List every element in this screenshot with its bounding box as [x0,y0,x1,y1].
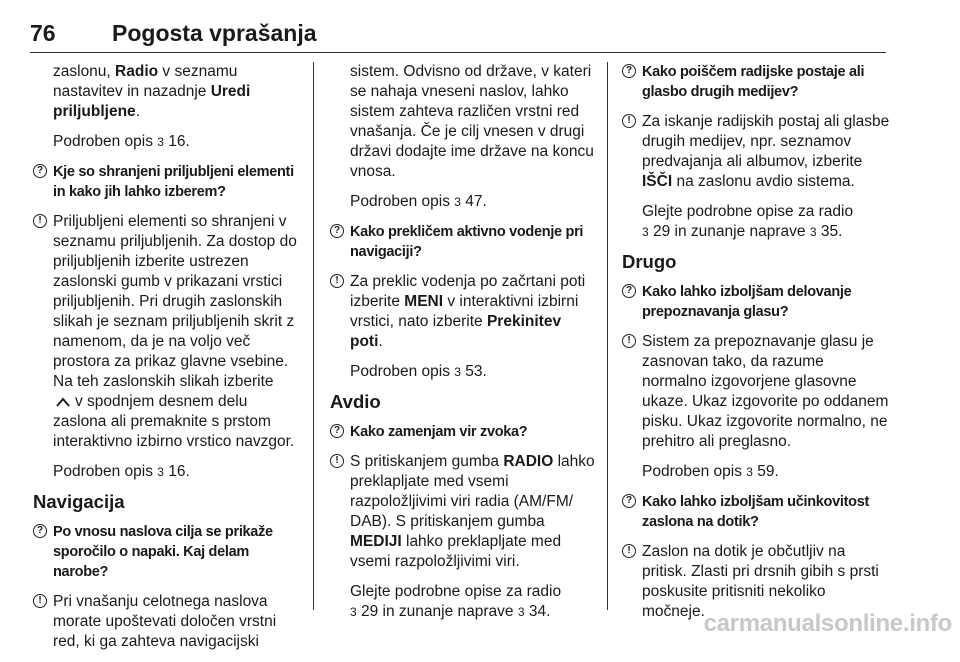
reference: Glejte podrobne opise za radio 3 29 in zunanje naprave 3 35. [642,203,854,240]
column-3 [622,62,890,632]
paragraph: zaslonu, Radio v seznamu nastavitev in nazadnje Uredi priljubljene. [53,63,251,120]
answer-icon: ! [622,114,636,128]
answer-icon: ! [33,214,47,228]
answer: ! Za preklic vodenja po začrtani poti izberite MENI v interaktivni izbirni vrstici, nato izberite Prekinitev poti. [330,272,596,352]
chevron-up-icon [55,396,71,408]
question: ? Kako lahko izboljšam učinkovitost zaslona na dotik? [622,492,890,532]
question-icon: ? [622,284,636,298]
reference-arrow-icon: 3 [809,225,817,239]
reference-arrow-icon: 3 [350,605,357,619]
question: ? Kako lahko izboljšam delovanje prepoznavanja glasu? [622,282,890,322]
answer: ! Priljubljeni elementi so shranjeni v seznamu priljubljenih. Za dostop do priljubljenih izberite ustrezen zaslonski gumb v prikazani vrstici priljubljenih. Pri drugih zaslonskih slikah je seznam priljubljenih skrit z namenom, da je na voljo več prostora za prikaz glavne vsebine. Na teh zaslonskih slikah izberite v spodnjem desnem delu zaslona ali premaknite s prstom interaktivno izbirno vrstico navzgor. [33,212,297,452]
question-icon: ? [330,424,344,438]
answer-icon: ! [33,594,47,608]
question-icon: ? [622,494,636,508]
question: ? Kako poiščem radijske postaje ali glasbo drugih medijev? [622,62,890,102]
answer: ! S pritiskanjem gumba RADIO lahko preklapljate med vsemi razpoložljivimi viri radia (AM/FM/ DAB). S pritiskanjem gumba MEDIJI lahko preklapljate med vsemi razpoložljivimi viri. [330,452,596,572]
answer: ! Za iskanje radijskih postaj ali glasbe drugih medijev, npr. seznamov predvajanja ali albumov, izberite IŠČI na zaslonu avdio sistema. [622,112,890,192]
reference-arrow-icon: 3 [157,135,164,149]
reference: Podroben opis 3 59. [642,463,779,480]
column-divider [607,62,608,610]
column-1 [33,62,297,662]
reference-arrow-icon: 3 [517,605,525,619]
page-title: Pogosta vprašanja [112,20,317,46]
reference: Glejte podrobne opise za radio 3 29 in zunanje naprave 3 34. [350,583,562,620]
reference-arrow-icon: 3 [454,195,461,209]
answer-icon: ! [622,334,636,348]
section-heading: Avdio [330,391,381,412]
question: ? Kako prekličem aktivno vodenje pri navigaciji? [330,222,596,262]
paragraph: sistem. Odvisno od države, v kateri se nahaja vneseni naslov, lahko sistem zahteva različen vrstni red vnašanja. Če je cilj vnesen v drugi državi dodajte ime države na koncu vnosa. [350,63,594,180]
column-2 [330,62,596,632]
answer-icon: ! [622,544,636,558]
reference-arrow-icon: 3 [454,365,461,379]
question: ? Kako zamenjam vir zvoka? [330,422,596,442]
reference-arrow-icon: 3 [157,465,164,479]
reference: Podroben opis 3 16. [53,463,190,480]
reference-arrow-icon: 3 [746,465,753,479]
question-icon: ? [33,164,47,178]
page-number: 76 [30,20,56,46]
question-icon: ? [622,64,636,78]
column-divider [313,62,314,610]
answer-icon: ! [330,274,344,288]
reference: Podroben opis 3 53. [350,363,487,380]
page-header [30,18,886,53]
answer: ! Zaslon na dotik je občutljiv na pritisk. Zlasti pri drsnih gibih s prsti poskusite pritisniti nekoliko močneje. [622,542,890,622]
reference: Podroben opis 3 47. [350,193,487,210]
watermark: carmanualsonline.info [703,610,952,637]
question-icon: ? [33,524,47,538]
reference-arrow-icon: 3 [642,225,649,239]
answer: ! Sistem za prepoznavanje glasu je zasnovan tako, da razume normalno izgovorjene glasovne ukaze. Ukaz izgovorite po oddanem pisku. Ukaz izgovorite normalno, ne prehitro ali preglasno. [622,332,890,452]
reference: Podroben opis 3 16. [53,133,190,150]
question: ? Po vnosu naslova cilja se prikaže sporočilo o napaki. Kaj delam narobe? [33,522,297,582]
answer: ! Pri vnašanju celotnega naslova morate upoštevati določen vrstni red, ki ga zahteva navigacijski [33,592,297,652]
question: ? Kje so shranjeni priljubljeni elementi in kako jih lahko izberem? [33,162,297,202]
section-heading: Drugo [622,251,677,272]
section-heading: Navigacija [33,491,125,512]
answer-icon: ! [330,454,344,468]
question-icon: ? [330,224,344,238]
